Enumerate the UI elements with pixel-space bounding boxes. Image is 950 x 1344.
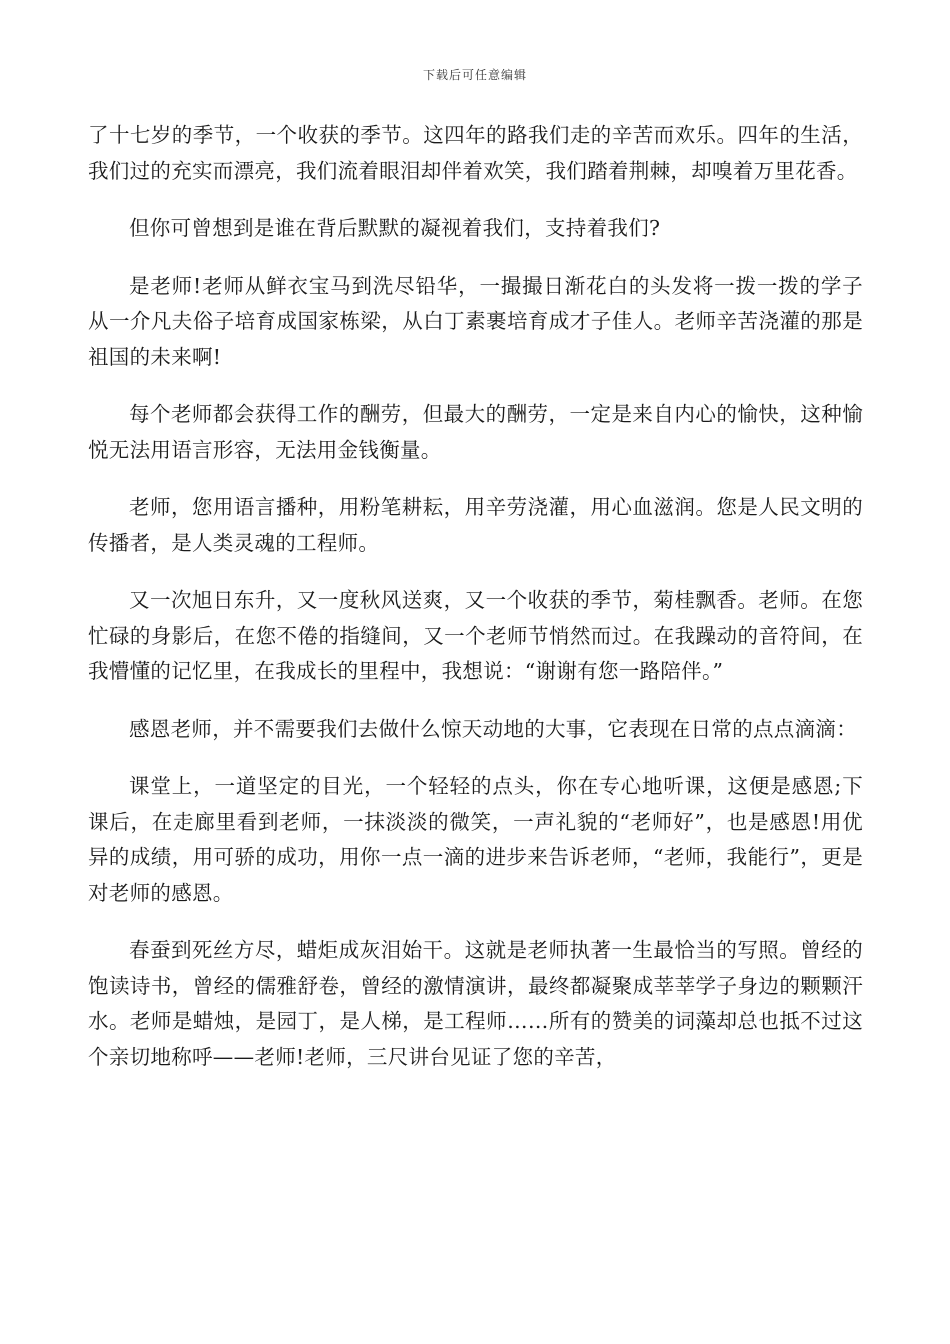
paragraph-5: 老师，您用语言播种，用粉笔耕耘，用辛劳浇灌，用心血滋润。您是人民文明的传播者，是人类灵魂的工程师。 [88,495,863,555]
paragraph-2: 但你可曾想到是谁在背后默默的凝视着我们，支持着我们? [129,216,661,240]
paragraph-8: 课堂上，一道坚定的目光，一个轻轻的点头，你在专心地听课，这便是感恩;下课后，在走廊里看到老师，一抹淡淡的微笑，一声礼貌的“老师好”，也是感恩!用优异的成绩，用可骄的成功，用你一点一滴的进步来告诉老师，“老师，我能行”，更是对老师的感恩。 [88,774,863,905]
paragraph-4: 每个老师都会获得工作的酬劳，但最大的酬劳，一定是来自内心的愉快，这种愉悦无法用语言形容，无法用金钱衡量。 [88,402,863,462]
paragraph-9: 春蚕到死丝方尽，蜡炬成灰泪始干。这就是老师执著一生最恰当的写照。曾经的饱读诗书，曾经的儒雅舒卷，曾经的激情演讲，最终都凝聚成莘莘学子身边的颗颗汗水。老师是蜡烛，是园丁，是人梯，是工程师……所有的赞美的词藻却总也抵不过这个亲切地称呼——老师!老师，三尺讲台见证了您的辛苦， [88,938,863,1069]
paragraph-6: 又一次旭日东升，又一度秋风送爽，又一个收获的季节，菊桂飘香。老师。在您忙碌的身影后，在您不倦的指缝间，又一个老师节悄然而过。在我躁动的音符间，在我懵懂的记忆里，在我成长的里程中，我想说：“谢谢有您一路陪伴。” [88,588,863,683]
paragraph-1: 了十七岁的季节，一个收获的季节。这四年的路我们走的辛苦而欢乐。四年的生活，我们过的充实而漂亮，我们流着眼泪却伴着欢笑，我们踏着荆棘，却嗅着万里花香。 [88,123,863,183]
paragraph-7: 感恩老师，并不需要我们去做什么惊天动地的大事，它表现在日常的点点滴滴： [129,716,857,741]
paragraph-3: 是老师!老师从鲜衣宝马到洗尽铅华，一撮撮日渐花白的头发将一拨一拨的学子从一介凡夫俗子培育成国家栋梁，从白丁素裹培育成才子佳人。老师辛苦浇灌的那是祖国的未来啊! [88,273,863,369]
document-body [88,118,863,1097]
header-note: 下载后可任意编辑 [422,68,527,82]
